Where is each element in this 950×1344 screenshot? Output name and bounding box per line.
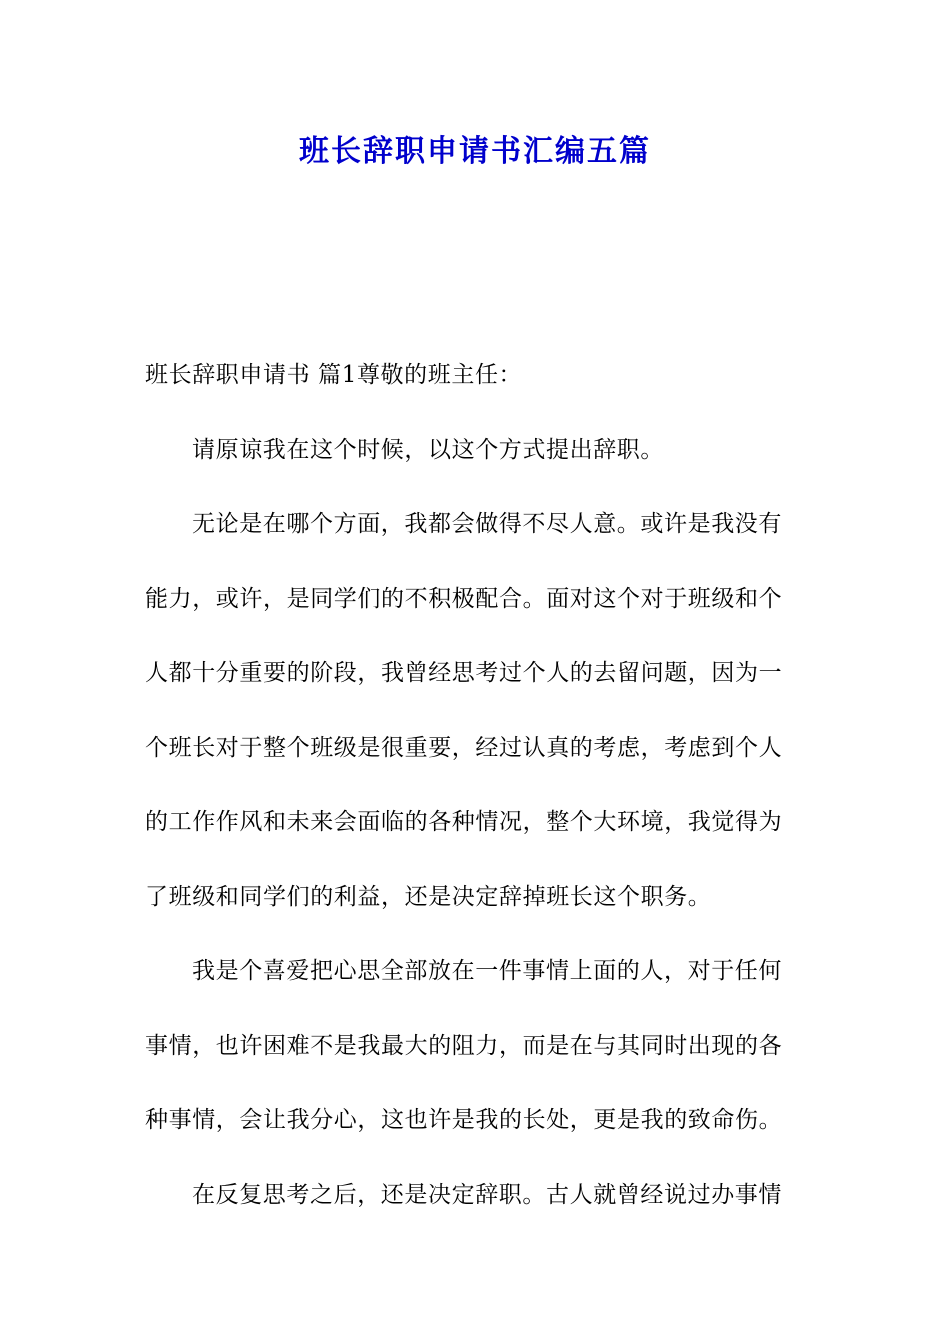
text-line: 个班长对于整个班级是很重要，经过认真的考虑，考虑到个人 bbox=[145, 734, 783, 761]
document-body bbox=[145, 338, 805, 1232]
paragraph-4 bbox=[145, 1158, 805, 1233]
text-line: 请原谅我在这个时候，以这个方式提出辞职。 bbox=[192, 436, 664, 463]
text-line: 的工作作风和未来会面临的各种情况，整个大环境，我觉得为 bbox=[145, 809, 783, 835]
text-line: 能力，或许，是同学们的不积极配合。面对这个对于班级和个 bbox=[145, 585, 783, 612]
text-line: 在反复思考之后，还是决定辞职。古人就曾经说过办事情 bbox=[192, 1181, 782, 1208]
text-line: 事情，也许困难不是我最大的阻力，而是在与其同时出现的各 bbox=[145, 1032, 783, 1059]
heading-line bbox=[145, 338, 805, 413]
text-line: 无论是在哪个方面，我都会做得不尽人意。或许是我没有 bbox=[192, 511, 782, 537]
text-line: 人都十分重要的阶段，我曾经思考过个人的去留问题，因为一 bbox=[145, 660, 783, 686]
text-line: 了班级和同学们的利益，还是决定辞掉班长这个职务。 bbox=[145, 883, 712, 910]
text-line: 班长辞职申请书 篇1尊敬的班主任： bbox=[145, 362, 523, 388]
text-line: 我是个喜爱把心思全部放在一件事情上面的人，对于任何 bbox=[192, 958, 782, 984]
paragraph-1 bbox=[145, 413, 805, 488]
document-title: 班长辞职申请书汇编五篇 bbox=[299, 134, 651, 169]
paragraph-2 bbox=[145, 487, 805, 934]
paragraph-3 bbox=[145, 934, 805, 1158]
text-line: 种事情，会让我分心，这也许是我的长处，更是我的致命伤。 bbox=[145, 1107, 783, 1133]
